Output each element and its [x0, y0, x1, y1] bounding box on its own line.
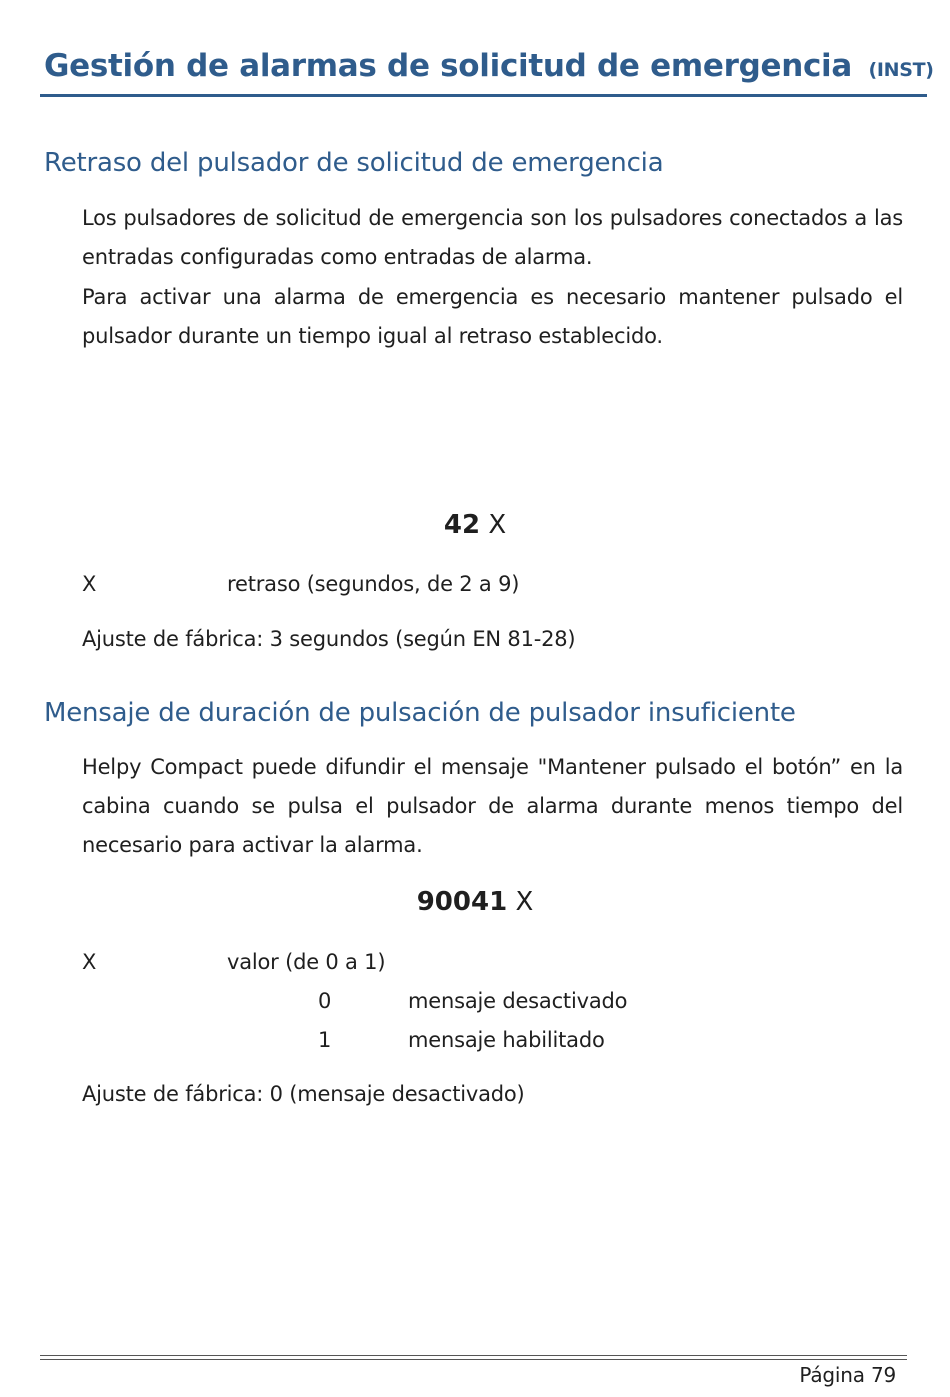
- section1-code-param: X: [488, 510, 507, 540]
- page-title: [44, 48, 934, 84]
- section2-factory-setting: Ajuste de fábrica: 0 (mensaje desactivado): [82, 1082, 525, 1106]
- section-heading-short-press-message: Mensaje de duración de pulsación de pulsador insuficiente: [44, 698, 796, 728]
- page-number: Página 79: [799, 1363, 896, 1387]
- section2-param-symbol: X: [82, 950, 97, 974]
- section2-code-param: X: [515, 887, 534, 917]
- section-heading-emergency-button-delay: Retraso del pulsador de solicitud de emergencia: [44, 148, 664, 178]
- page-title-tag: (INST): [868, 59, 934, 81]
- title-divider: [40, 94, 927, 97]
- option-value-1: 1: [318, 1028, 332, 1052]
- section1-paragraph-2: Para activar una alarma de emergencia es necesario mantener pulsado el pulsador durante un tiempo igual al retraso establecido.: [82, 285, 903, 348]
- section1-param-symbol: X: [82, 572, 97, 596]
- section1-param-description: retraso (segundos, de 2 a 9): [227, 572, 520, 596]
- option-label-1: mensaje habilitado: [408, 1028, 605, 1052]
- section1-paragraph-1: Los pulsadores de solicitud de emergencia son los pulsadores conectados a las entradas configuradas como entradas de alarma.: [82, 206, 903, 269]
- section1-code-number: 42: [443, 510, 481, 540]
- footer-divider-top: [40, 1355, 907, 1356]
- footer-divider-bottom: [40, 1359, 907, 1360]
- page-title-text: Gestión de alarmas de solicitud de emergencia: [44, 48, 852, 84]
- section1-factory-setting: Ajuste de fábrica: 3 segundos (según EN 81-28): [82, 627, 576, 651]
- section1-code-line: [0, 510, 950, 540]
- option-value-0: 0: [318, 989, 332, 1013]
- section2-code-number: 90041: [416, 887, 508, 917]
- section2-paragraph-1: Helpy Compact puede difundir el mensaje "Mantener pulsado el botón” en la cabina cuando se pulsa el pulsador de alarma durante menos tiempo del necesario para activar la alarma.: [82, 755, 903, 857]
- section2-param-description: valor (de 0 a 1): [227, 950, 386, 974]
- section2-code-line: [0, 887, 950, 917]
- option-label-0: mensaje desactivado: [408, 989, 628, 1013]
